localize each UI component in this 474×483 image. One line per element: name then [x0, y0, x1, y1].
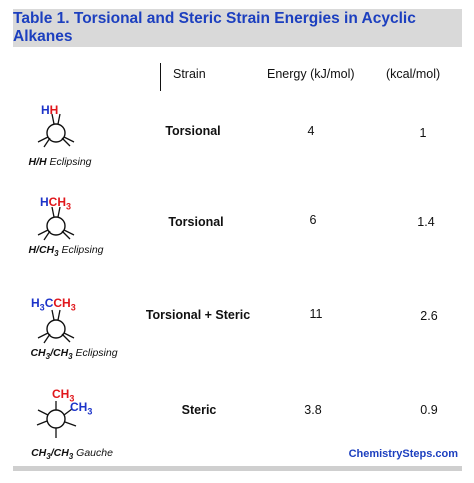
energy-kcal-value: 1: [419, 126, 427, 140]
strain-type: Torsional + Steric: [145, 308, 251, 322]
brand-link[interactable]: ChemistrySteps.com: [348, 448, 458, 460]
header-strain: Strain: [173, 67, 206, 81]
table-title-bar: [13, 9, 462, 47]
energy-kcal-value: 2.6: [420, 309, 438, 323]
substituent-label: $H_3CCH_3$: [31, 296, 76, 313]
row-caption: H/H Eclipsing: [28, 156, 92, 168]
energy-kcal-value: 0.9: [420, 403, 438, 417]
row-caption: $H/CH_3$ Eclipsing: [28, 244, 104, 259]
energy-kj-value: 3.8: [304, 403, 322, 417]
energy-kcal-value: 1.4: [417, 215, 435, 229]
row-caption: $CH_3/CH_3$ Gauche: [31, 447, 113, 462]
header-energy-kj: Energy (kJ/mol): [267, 67, 355, 81]
energy-kj-value: 4: [307, 124, 315, 138]
row-caption: $CH_3/CH_3$ Eclipsing: [30, 347, 118, 362]
header-energy-kcal: (kcal/mol): [386, 67, 441, 81]
strain-type: Torsional: [168, 215, 224, 229]
newman-projection-icon: [36, 306, 86, 350]
header-divider: [160, 63, 161, 91]
substituent-label-top: $CH_3$: [52, 387, 75, 404]
substituent-label-side: $CH_3$: [70, 400, 93, 417]
strain-type: Torsional: [165, 124, 221, 138]
substituent-label: $HCH_3$: [40, 195, 72, 212]
energy-kj-value: 6: [309, 213, 317, 227]
table-title: Table 1. Torsional and Steric Strain Energies in Acyclic Alkanes: [13, 10, 416, 45]
footer-divider: [13, 466, 462, 471]
substituent-label: HH: [41, 103, 59, 117]
energy-kj-value: 11: [309, 307, 323, 321]
strain-type: Steric: [181, 403, 217, 417]
